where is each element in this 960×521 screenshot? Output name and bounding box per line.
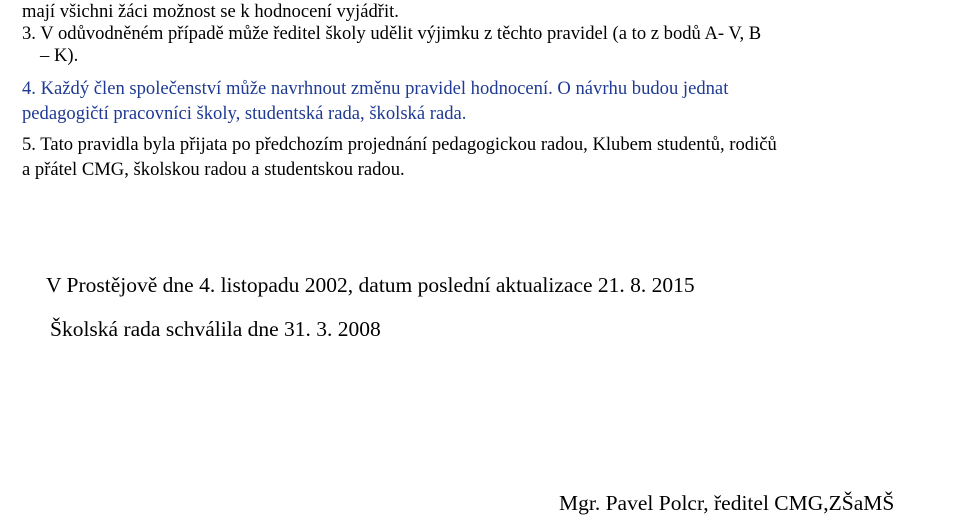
text-line-point-3-continued: – K). [40,45,79,66]
text-line-point-5: 5. Tato pravidla byla přijata po předchozím projednání pedagogickou radou, Klubem studentů, rodičů [22,134,777,155]
approval-date: Školská rada schválila dne 31. 3. 2008 [50,317,381,341]
text-line-point-4-continued: pedagogičtí pracovníci školy, studentská rada, školská rada. [22,103,467,124]
text-line-point-4: 4. Každý člen společenství může navrhnout změnu pravidel hodnocení. O návrhu budou jednat [22,78,729,99]
place-and-date: V Prostějově dne 4. listopadu 2002, datum poslední aktualizace 21. 8. 2015 [46,273,695,297]
signature: Mgr. Pavel Polcr, ředitel CMG,ZŠaMŠ [559,491,895,515]
text-line-point-5-continued: a přátel CMG, školskou radou a studentskou radou. [22,159,405,180]
text-line-1: mají všichni žáci možnost se k hodnocení vyjádřit. [22,1,399,22]
text-line-point-3: 3. V odůvodněném případě může ředitel školy udělit výjimku z těchto pravidel (a to z bodů A- V, B [22,23,762,44]
